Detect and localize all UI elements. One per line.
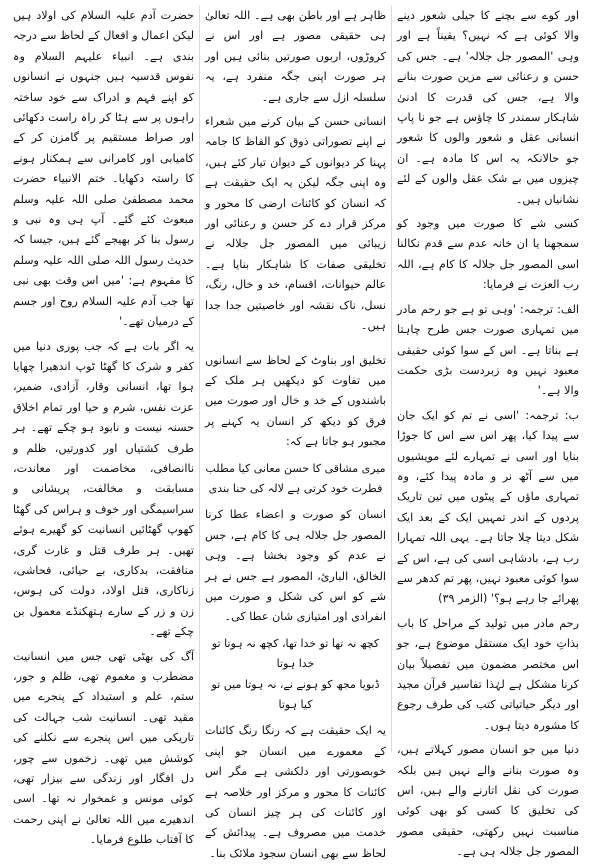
verse-line: فطرت خود کرتی ہے لالہ کی حنا بندی bbox=[208, 481, 383, 495]
text-columns bbox=[6, 6, 584, 860]
verse-line: ڈبویا مجھ کو ہونے نے، نہ ہوتا میں تو کیا ہوتا bbox=[211, 677, 380, 711]
paragraph: دنیا میں جو انسان مصور کہلاتے ہیں، وہ صورت بنانے والے نہیں ہیں بلکہ صورت کی نقل اتارنے والے ہیں، اس کی تخلیق کا کسی کو بھی کوئی مناسبت نہیں رکھتی، حقیقی مصور المصور جل جلالہ ہی ہے۔ bbox=[397, 743, 579, 859]
paragraph: ظاہر ہے اور باطن بھی ہے۔ اللہ تعالیٰ ہی حقیقی مصور ہے اور اس نے کروڑوں، اربوں صورتیں بنائی ہیں اور ہر صورت اپنی جگہ منفرد ہے، یہ سلسلہ ازل سے جاری ہے۔ bbox=[205, 9, 386, 104]
paragraph: انسان کو صورت و اعضاء عطا کرنا المصور جل جلالہ ہی کا کام ہے، جس نے عدم کو وجود بخشا ہے۔ وہی الخالق، البارئ، المصور ہے جس نے ہر شے کو اس کی شکل و صورت میں انفرادی اور امتیازی شان عطا کی۔ bbox=[205, 508, 386, 624]
paragraph: الف: ترجمہ: 'وہی تو ہے جو رحم مادر میں تمہاری صورت جس طرح چاہتا ہے بناتا ہے۔ اس کے سوا کوئی حقیقی معبود نہیں وہ زبردست بڑی حکمت والا ہے۔' bbox=[397, 302, 579, 398]
paragraph: یہ اگر بات ہے کہ جب پوری دنیا میں کفر و شرک کا گھٹا ٹوپ اندھیرا چھایا ہوا تھا، انسانی وقار، آزادی، ضمیر، عزت نفس، شرم و حیا اور تمام اخلاق حسنہ نیست و نابود ہو چکے تھے۔ ہر طرف کشتیاں اور کدورتیں، ظلم و ناانصافی، مخاصمت اور معاندت، مسابقت و مخالفت، پریشانی و سراسیمگی اور خوف و ہراس کی گھٹا کھوپ گھٹائیں انسانیت کو گھیرے ہوئے تھیں۔ ہر طرف قتل و غارت گری، منافقت، بدکاری، بے حیائی، فحاشی، زناکاری، قتل اولاد، دولت کی ہوس، زن و زر کے سارے ہتھکنڈے معمول بن چکے تھے۔ bbox=[13, 339, 194, 639]
paragraph: ب: ترجمہ: 'اسی نے تم کو ایک جان سے پیدا کیا، پھر اس سے اس کا جوڑا بنایا اور اسی نے تمہارے لئے مویشیوں میں سے آٹھ نر و مادہ پیدا کئے، وہ تمہاری ماؤں کے پیٹوں میں تین تاریک پردوں کے اندر تمہیں ایک کے بعد ایک شکل دیتا چلا جاتا ہے۔ یہی اللہ تمہارا رب ہے، بادشاہی اسی کی ہے، اس کے سوا کوئی معبود نہیں، پھر تم کدھر سے پھرائے جا رہے ہو؟' (الزمر ۳۹) bbox=[397, 408, 579, 606]
paragraph: یہ ایک حقیقت ہے کہ رنگا رنگ کائنات کے معمورے میں انسان جو اپنی خوبصورتی اور دلکشی ہے مگر اس کائنات کا محور و مرکز اور خلاصہ ہے اور کائنات کی ہر چیز انسان کی خدمت میں مصروف ہے۔ پیدائش کے لحاظ سے بھی انسان سجود ملائک بنا۔ bbox=[205, 724, 386, 860]
column-right bbox=[392, 6, 584, 859]
paragraph: رحم مادر میں تولید کے مراحل کا باب بذاتِ خود ایک مستقل موضوع ہے، جو اس مختصر مضمون میں تفصیلاً بیان کرنا مشکل ہے لہٰذا تفاسیر قرآن مجید اور دیگر حیاتیاتی کتب کی طرف رجوع کا مشورہ دیتا ہوں۔ bbox=[397, 616, 579, 732]
verse-quote bbox=[205, 459, 386, 500]
column-left bbox=[8, 6, 200, 847]
column-middle bbox=[200, 6, 392, 860]
paragraph: تخلیق اور بناوٹ کے لحاظ سے انسانوں میں تفاوت کو دیکھیں ہر ملک کے باشندوں کے خد و خال اور صورت میں فرق کو دیکھ کر انسان یہ کہنے پر مجبور ہو جاتا ہے کہ: bbox=[205, 353, 386, 449]
paragraph: انسانی حسن کے بیان کرنے میں شعراء نے اپنے تصوراتی ذوق کو الفاظ کا جامہ پہنا کر دیوانوں کے دیوان تیار کئے ہیں، وہ اپنی جگہ لیکن یہ ایک حقیقت ہے کہ انسان کو کائنات ارضی کا محور و مرکز قرار دے کر حسن و رعنائی اور زیبائی میں المصور جل جلالہ نے تخلیقی صفات کا شاہکار بنایا ہے۔ عالم حیوانات، اقسام، خد و خال، رنگ، نسل، ناک نقشہ اور خاصیتیں جدا جدا ہیں۔ bbox=[205, 115, 386, 333]
paragraph: اور کوے سے بچنے کا جیلی شعور دینے والا کوئی ہے کہ نہیں؟ یقیناً ہے اور وہی 'المصور جل جلالہ' ہے۔ جس کی حسن و رعنائی سے مزین صورت بنانے والا ہے، جس کی قدرت کا ادنیٰ شاہکار سمندر کا چاؤس ہے جو نا پاپ انسانی عقل و شعور والوں کا شعور جو حالانکہ یہ اس کا مادہ ہے۔ ان چیزوں میں بے شک عقل والوں کے لئے نشانیاں ہیں۔ bbox=[397, 9, 579, 206]
verse-line: کچھ نہ تھا تو خدا تھا، کچھ نہ ہوتا تو خدا ہوتا bbox=[211, 636, 380, 671]
paragraph: کسی شے کا صورت میں وجود کو سمجھنا یا ان خانہ عدم سے قدم نکالنا اسی المصور جل جلالہ کا کام ہے، اللہ رب العزت نے فرمایا: bbox=[397, 217, 579, 292]
verse-quote bbox=[205, 634, 386, 716]
paragraph: آگ کی بھٹی تھی جس میں انسانیت مضطرب و مغموم تھی، ظلم و جور، ستم، علم و استبداد کے پنجرے میں مقید تھی۔ انسانیت شب جہالت کی تاریکی میں اس پنجرے سے نکلنے کی کوشش میں تھی۔ زخموں سے چور، دل افگار اور زندگی سے بیزار تھی، کوئی مونس و غمخوار نہ تھا۔ اسی اندھیرے میں اللہ تعالیٰ نے اپنی رحمت کا آفتاب طلوع فرمایا۔ bbox=[13, 649, 194, 847]
paragraph: حضرت آدم علیہ السلام کی اولاد ہیں لیکن اعمال و افعال کے لحاظ سے درجہ بندی ہے۔ انبیاء علیہم السلام وہ نفوس قدسیہ ہیں جنہوں نے انسانوں کو اپنے فہم و ادراک سے خود ساختہ راہوں پر سے ہٹا کر راہ راست دکھائی اور صراط مستقیم پر گامزن کر کے کامیابی اور کامرانی سے ہمکنار ہونے کا راستہ دکھایا۔ ختم الانبیاء حضرت محمد مصطفیٰ صلی اللہ علیہ وسلم مبعوث کئے گئے۔ آپ ہی وہ نبی و رسول بنا کر بھیجے گئے ہیں، جیسا کہ حدیث رسول اللہ صلی اللہ علیہ وسلم کا مفہوم ہے: 'میں اس وقت بھی نبی تھا جب آدم علیہ السلام روح اور جسم کے درمیان تھے۔' bbox=[12, 9, 194, 329]
spacer bbox=[205, 341, 386, 351]
verse-line: میری مشاقی کا حسن معانی کیا مطلب bbox=[205, 461, 386, 475]
